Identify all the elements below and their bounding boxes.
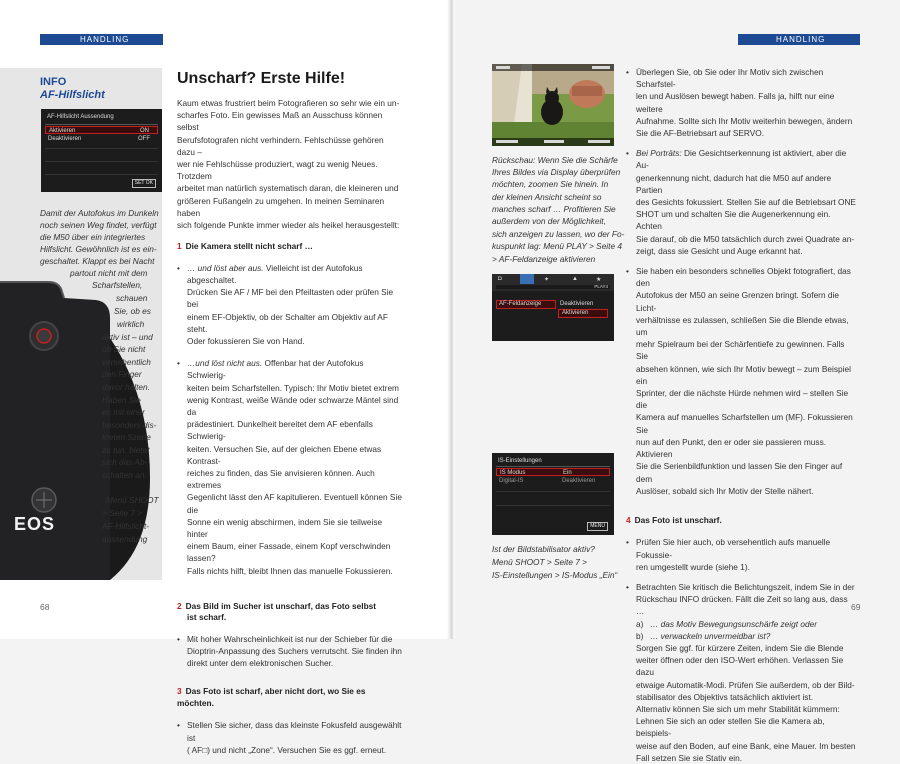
list-marker: a) — [636, 618, 644, 629]
caption-line: Menü SHOOT — [106, 495, 159, 505]
menu-title: IS-Einstellungen — [498, 458, 542, 464]
caption-line: Damit der Autofokus im Dunkeln — [40, 208, 159, 218]
text-line: Kamera auf manuelles Scharfstellen um (MF). Fokussieren Sie — [636, 412, 853, 435]
list-marker: b) — [636, 630, 644, 641]
menu-row-label: Aktivieren — [49, 128, 76, 134]
text-line: keiten beim Scharfstellen. Typisch: Ihr Motiv bietet extrem — [187, 382, 399, 393]
text-line: direkt unter dem elektronischen Sucher. — [187, 658, 334, 669]
bullet-lead: … und löst aber aus. — [187, 262, 264, 273]
bullet-motion — [626, 66, 856, 139]
menu-row-deaktivieren[interactable] — [45, 135, 158, 143]
text-line: wer nie Fehlschüsse produziert, wagt zu wenig Neues. Trotzdem — [177, 159, 378, 182]
bullet-lead: …und löst nicht aus. — [187, 358, 263, 369]
caption-line: kuspunkt lag: Menü PLAY > Seite 4 — [492, 241, 622, 251]
section-number: 4 — [626, 514, 631, 525]
option-deaktivieren[interactable]: Deaktivieren — [560, 301, 594, 307]
section-header-left — [40, 34, 163, 45]
text-line: generkennung nicht, dadurch hat die M50 auf andere Partien — [636, 172, 832, 195]
text-line: ren umgestellt wurde (siehe 1). — [636, 561, 750, 572]
bullet-icon: • — [626, 148, 629, 159]
text-line: Sie die Serienbildfunktion und lassen Sie den Finger auf dem — [636, 461, 843, 484]
caption-line: Ihres Bildes via Display überprüfen — [492, 167, 621, 177]
text-line: ( AF□) und nicht „Zone“. Versuchen Sie es ggf. erneut. — [187, 744, 387, 755]
tab-page-indicator: PLAY4 — [594, 284, 608, 289]
text-line: einem Baum, einer Fassade, einem Kopf verschwinden lassen? — [187, 541, 391, 564]
bullet-icon: • — [177, 358, 180, 369]
section-title: ist scharf. — [187, 612, 227, 623]
caption-line: noch seinen Weg findet, verfügt — [40, 220, 157, 230]
text-line: nun auf den Punkt, den er oder sie passieren muss. Aktivieren — [636, 436, 827, 460]
caption-line: besonders dis- — [102, 420, 157, 430]
cat-photo-illustration — [492, 64, 614, 146]
info-title: AF-Hilfslicht — [40, 89, 105, 101]
bullet-af-off — [177, 262, 402, 347]
text-line: Mit hoher Wahrscheinlichkeit ist nur der Schieber für die — [187, 633, 393, 644]
section-heading-4 — [626, 515, 856, 527]
caption-line: Sie, ob es — [114, 306, 151, 316]
menu-title: AF-Hilfslicht Aussendung — [47, 114, 114, 120]
caption-line: aussendung — [102, 534, 148, 544]
text-line: Berufsfotografen nicht verhindern. Fehlschüsse gehören dazu – — [177, 134, 384, 157]
text-line: Sie darauf, ob die M50 tatsächlich durch zwei Quadrate an- — [636, 233, 855, 244]
text-line: Rückschau INFO drücken. Fällt die Zeit so lang aus, dass … — [636, 594, 848, 617]
bullet-icon: • — [626, 266, 629, 277]
right-body — [626, 66, 856, 764]
menu-row-value: OFF — [138, 136, 150, 142]
menu-row-digital-is[interactable] — [496, 477, 610, 485]
text-line: Drücken Sie AF / MF bei den Pfeiltasten oder prüfen Sie bei — [187, 287, 394, 310]
camera-brand-label: EOS — [14, 514, 56, 534]
page-number-right: 69 — [851, 602, 861, 612]
caption-line: sich das Ab- — [102, 457, 148, 467]
menu-row-label: Digital-IS — [499, 478, 524, 484]
menu-button[interactable]: MENU — [587, 522, 608, 531]
caption-line: > Seite 7 > — [102, 508, 143, 518]
caption-line: es mit einer — [102, 407, 145, 417]
bullet-fast-object — [626, 265, 856, 497]
text-line: Prüfen Sie hier auch, ob versehentlich aufs manuelle Fokussie- — [636, 537, 831, 560]
caption-line: geschaltet. Klappt es bei Nacht — [40, 256, 155, 266]
text-line: Vielleicht ist der Autofokus abgeschaltet. — [187, 262, 363, 285]
text-line: Sonne ein wenig abschirmen, indem Sie sie teilweise hinter — [187, 516, 383, 539]
text-line: Betrachten Sie kritisch die Belichtungszeit, indem Sie in der — [636, 582, 855, 593]
text-line: weise auf den Boden, auf eine Bank, eine Mauer. Im besten — [636, 740, 856, 751]
bullet-check-mf — [626, 536, 856, 573]
text-line: verhältnisse es zulassen, schließen Sie die Blende etwas, um — [636, 314, 849, 338]
text-line: scharfes Foto. Ein gewisses Maß an Ausschuss können selbst — [177, 110, 383, 133]
caption-line: den Finger — [102, 369, 142, 379]
text-line: Sprinter, der die nächste Hürde nehmen wird – stellen Sie die — [636, 388, 849, 411]
section-title: Das Foto ist scharf, aber nicht dort, wo Sie es möchten. — [177, 686, 366, 708]
bullet-portraits — [626, 147, 856, 257]
caption-line: schalten an. — [102, 470, 147, 480]
bullet-icon: • — [177, 720, 180, 731]
caption-line: Rückschau: Wenn Sie die Schärfe — [492, 155, 618, 165]
caption-line: AF-Hilfslicht- — [102, 521, 150, 531]
af-assist-menu-screen — [41, 109, 162, 192]
book-gutter — [447, 0, 455, 639]
text-line: Die Gesichtserkennung ist aktiviert, aber die Au- — [636, 148, 847, 171]
bullet-icon: • — [626, 67, 629, 77]
text-line: sich folgende Punkte immer wieder als heikel herausgestellt: — [177, 220, 400, 231]
text-line: Falls nichts hilft, bleibt Ihnen das manuelle Fokussieren. — [187, 565, 393, 576]
text-line: Oder fokussieren Sie von Hand. — [187, 335, 305, 346]
section-heading-3 — [177, 686, 402, 709]
page-number-left: 68 — [40, 602, 50, 612]
text-line: … das Motiv Bewegungsunschärfe zeigt oder — [650, 618, 817, 629]
section-title: Das Bild im Sucher ist unscharf, das Foto selbst — [185, 600, 377, 611]
caption-line: davor halten. — [102, 382, 150, 392]
section-number: 3 — [177, 686, 182, 697]
text-line: mehr Spielraum bei der Schärfentiefe zu gewinnen. Falls Sie — [636, 339, 845, 362]
bullet-lead: Bei Porträts: — [636, 148, 682, 159]
text-line: Sie die AF-Betriebsart auf SERVO. — [636, 128, 765, 139]
info-label: INFO — [40, 76, 67, 88]
text-line: reiches zu finden, das Sie anvisieren können. Auch extremes — [187, 467, 375, 491]
text-line: Offenbar hat der Autofokus Schwierig- — [187, 358, 364, 381]
caption-line: der kleinen Ansicht scheint so — [492, 192, 602, 202]
caption-line: zu tun, bietet — [102, 445, 150, 455]
list-item-a — [636, 618, 856, 630]
af-assist-lamp — [37, 329, 51, 343]
text-line: stabilisator des Objektivs tatsächlich aktiviert ist. — [636, 691, 814, 702]
intro-paragraph — [177, 97, 402, 231]
section-title: Das Foto ist unscharf. — [634, 514, 722, 525]
text-line: wenig Kontrast, weiße Wände oder schwarze Mäntel sind da — [187, 394, 399, 417]
text-line: zeigt, dass sie Gesicht und Auge erkannt hat. — [636, 245, 803, 256]
menu-tab-bar — [492, 274, 614, 291]
text-line: etwaige Automatik-Modi. Prüfen Sie außerdem, ob der Bild- — [636, 679, 855, 690]
menu-row-value: Deaktivieren — [562, 478, 596, 484]
text-line: Sie haben ein besonders schnelles Objekt fotografiert, das den — [636, 266, 851, 289]
caption-line: Hilfslicht. Gewöhnlich ist es ein- — [40, 244, 157, 254]
is-settings-menu-screen — [492, 453, 614, 535]
caption-line: ob Sie nicht — [102, 344, 146, 354]
text-line: Fall setzen Sie sie Stativ ein. — [636, 752, 743, 763]
text-line: Überlegen Sie, ob Sie oder Ihr Motiv sich zwischen Scharfstel- — [636, 67, 824, 90]
caption-line: Ist der Bildstabilisator aktiv? — [492, 544, 595, 554]
menu-row-value: Ein — [563, 470, 572, 476]
list-item-b — [636, 630, 856, 642]
caption-line: Scharfstellen, — [92, 280, 143, 290]
play-tab-icon[interactable] — [520, 274, 534, 284]
af-field-display-menu-screen — [492, 274, 614, 341]
text-line: len und Auslösen bewegt haben. Falls ja, hilft nur eine weitere — [636, 91, 835, 114]
menu-row-is-modus[interactable] — [496, 468, 610, 476]
section-title: Die Kamera stellt nicht scharf … — [185, 241, 313, 252]
page-title: Unscharf? Erste Hilfe! — [177, 70, 346, 87]
section-label: HANDLING — [776, 35, 826, 44]
left-page — [0, 0, 450, 755]
wrench-tab-icon[interactable]: ✦ — [544, 277, 550, 283]
menu-row-value: ON — [140, 128, 149, 134]
caption-line: außerdem von der Möglichkeit, — [492, 216, 606, 226]
caption-line: partout nicht mit dem — [70, 268, 148, 278]
section-header-right — [738, 34, 860, 45]
text-line: Alternativ können Sie sich um mehr Stabilität kümmern: — [636, 704, 840, 715]
caption-line: Haben Sie — [102, 395, 141, 405]
playback-photo — [492, 64, 614, 146]
section-number: 2 — [177, 600, 182, 611]
menu-row-aktivieren[interactable] — [45, 126, 158, 134]
text-line: einem EF-Objektiv, ob der Schalter am Objektiv auf AF steht. — [187, 311, 388, 334]
caption-line: kreten Szene — [102, 432, 151, 442]
left-body — [177, 70, 402, 756]
bullet-af-no-release — [177, 357, 402, 577]
menu-row-label: Deaktivieren — [48, 136, 82, 142]
section-heading-2 — [177, 601, 402, 624]
text-line: Kaum etwas frustriert beim Fotografieren so sehr wie ein un- — [177, 98, 400, 108]
mymenu-tab-icon[interactable]: ★ — [596, 277, 602, 283]
text-line: Lehnen Sie sich an oder stellen Sie die Kamera ab, beispiels- — [636, 716, 825, 739]
caption-line: IS-Einstellungen > IS-Modus „Ein“ — [492, 570, 618, 580]
text-line: keiten. Versuchen Sie, auf der gleichen Ebene etwas Kontrast- — [187, 443, 382, 466]
text-line: SHOT um und schalten Sie die Augenerkennung ein. Achten — [636, 209, 831, 232]
text-line: Gegenlicht lässt den AF kapitulieren. Eventuell können Sie die — [187, 492, 402, 515]
caption-line: > AF-Feldanzeige aktivieren — [492, 254, 596, 264]
text-line: Aufnahme. Sollte sich Ihr Motiv weiterhin bewegen, ändern — [636, 115, 853, 126]
caption-line: manches scharf … Profitieren Sie — [492, 204, 616, 214]
text-line: absehen können, wie sich Ihr Motiv bewegt – zum Beispiel ein — [636, 363, 851, 386]
caption-line: Menü SHOOT > Seite 7 > — [492, 557, 587, 567]
camera-tab-icon: ◘ — [498, 276, 502, 282]
text-line: größeren Fußangeln zu umgehen. In meinen Seminaren haben — [177, 195, 385, 218]
caption-line: wirklich — [117, 319, 145, 329]
text-line: weiter öffnen oder den ISO-Wert erhöhen. Verlassen Sie dazu — [636, 655, 844, 678]
text-line: prädestiniert. Dunkelheit bereitet dem AF ebenfalls Schwierig- — [187, 419, 373, 442]
custom-tab-icon[interactable]: ▲ — [572, 276, 578, 282]
caption-line: möchten, zoomen Sie hinein. In — [492, 179, 609, 189]
menu-row-label: IS Modus — [500, 470, 526, 476]
set-ok-button[interactable]: SET OK — [132, 179, 156, 188]
bullet-exposure-time — [626, 581, 856, 764]
bullet-diopter — [177, 633, 402, 670]
caption-line: sich anzeigen zu lassen, wo der Fo- — [492, 229, 625, 239]
caption-line: die M50 über ein integriertes — [40, 232, 146, 242]
text-line: arbeitet man natürlich systematisch daran, die kleineren und — [177, 183, 399, 194]
text-line: Auslöser, sobald sich Ihr Motiv der Stelle nähert. — [636, 485, 814, 496]
text-line: des Gesichts fokussiert. Stellen Sie auf die Betriebsart ONE — [636, 197, 856, 208]
bullet-focus-field — [177, 719, 402, 756]
bullet-icon: • — [177, 262, 180, 273]
text-line: Sorgen Sie ggf. für kürzere Zeiten, indem Sie die Blende — [636, 643, 844, 654]
caption-line: aktiv ist – und — [102, 332, 153, 342]
af-field-display-label[interactable]: AF-Feldanzeige — [496, 300, 556, 309]
bullet-icon: • — [626, 582, 629, 593]
option-aktivieren[interactable]: Aktivieren — [558, 309, 608, 318]
bullet-icon: • — [626, 537, 629, 548]
section-label: HANDLING — [80, 35, 130, 44]
text-line: Autofokus der M50 an seine Grenzen bringt. Sofern die Licht- — [636, 290, 839, 313]
caption-line: versehentlich — [102, 357, 151, 367]
section-heading-1 — [177, 241, 402, 253]
section-number: 1 — [177, 241, 182, 252]
caption-line: schauen — [116, 293, 148, 303]
text-line: Stellen Sie sicher, dass das kleinste Fokusfeld ausgewählt ist — [187, 720, 402, 743]
text-line: … verwackeln unvermeidbar ist? — [650, 630, 771, 641]
bullet-icon: • — [177, 633, 180, 644]
text-line: Dioptrin-Anpassung des Suchers verrutscht. Sie finden ihn — [187, 646, 402, 657]
